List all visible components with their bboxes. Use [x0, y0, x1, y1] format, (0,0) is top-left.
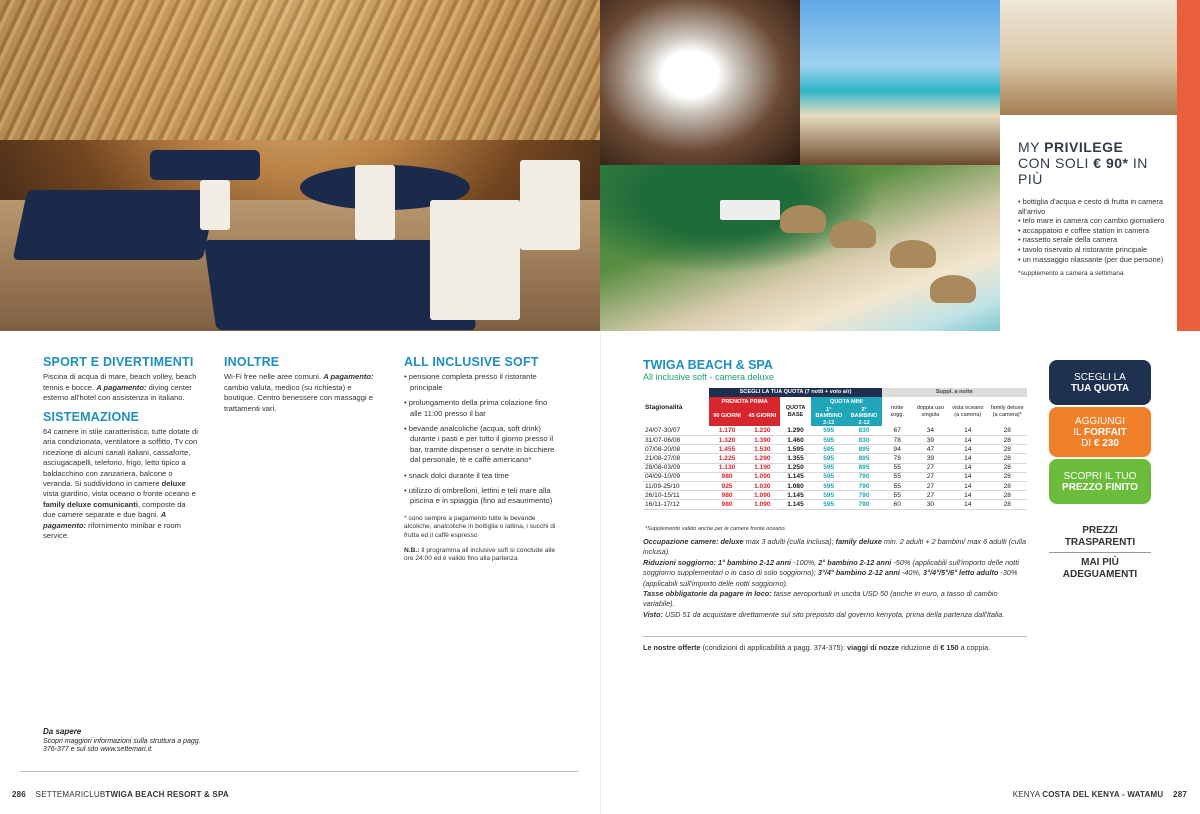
rate-row	[643, 472, 1027, 481]
rate-cell: 595	[811, 463, 846, 472]
rate-cell: 78	[882, 454, 913, 463]
rate-cell: 28	[988, 445, 1028, 454]
offerte-rule	[643, 636, 1027, 637]
rate-cell: 28	[988, 472, 1028, 481]
rate-cell: 14	[948, 426, 987, 435]
rate-cell: 1.145	[780, 500, 811, 509]
rate-cell: 925	[709, 482, 744, 491]
rate-cell: 1.170	[709, 426, 744, 435]
rate-cell: 595	[811, 436, 846, 445]
rate-cell: 1.145	[780, 472, 811, 481]
rate-cell: 790	[846, 500, 881, 509]
rate-cell: 1.460	[780, 436, 811, 445]
accent-strip	[1177, 0, 1200, 331]
rate-period: 04/09-10/09	[643, 472, 709, 481]
rate-cell: 28	[988, 463, 1028, 472]
restaurant-photo	[0, 0, 600, 331]
rate-cell: 55	[882, 463, 913, 472]
th-notte: notte sogg.	[890, 405, 905, 418]
rate-cell: 895	[846, 445, 881, 454]
rates-table	[643, 388, 1027, 510]
rate-cell: 14	[948, 482, 987, 491]
rate-cell: 790	[846, 472, 881, 481]
th-90: 90 GIORNI	[709, 406, 744, 426]
rate-cell: 1.190	[745, 463, 780, 472]
rate-period: 16/11-17/12	[643, 500, 709, 509]
privilege-item: • tavolo riservato al ristorante principale	[1018, 245, 1169, 255]
privilege-item: • un massaggio rilassante (per due persone)	[1018, 255, 1169, 265]
rate-cell: 1.230	[745, 426, 780, 435]
rate-cell: 1.390	[745, 436, 780, 445]
rate-cell: 980	[709, 491, 744, 500]
rate-row	[643, 500, 1027, 509]
rate-cell: 595	[811, 500, 846, 509]
rate-period: 28/08-03/09	[643, 463, 709, 472]
rate-cell: 1.320	[709, 436, 744, 445]
rate-cell: 1.225	[709, 454, 744, 463]
rate-row	[643, 426, 1027, 435]
rate-cell: 1.355	[780, 454, 811, 463]
column-sport-sistemazione	[43, 357, 198, 548]
da-sapere-box	[43, 728, 203, 755]
th-vista: vista oceano (a camera)	[952, 405, 984, 418]
rate-cell: 830	[846, 426, 881, 435]
rate-cell: 790	[846, 491, 881, 500]
rate-period: 24/07-30/07	[643, 426, 709, 435]
rate-cell: 39	[913, 436, 948, 445]
sistemazione-text: 64 camere in stile caratteristico, tutte dotate di aria condizionata, ventilatore a soffitto, Tv con ricezione di alcuni canali italiani, cassaforte, asciugacapelli, telefono, frigo, letto tipico a baldacchino con zanzariera, balcone o veranda. Si suddividono in camere deluxe vista giardino, vista oceano o fronte oceano e family deluxe comunicanti, composte da due camere separate e due bagni. A pagamento: rifornimento minibar e room service.	[43, 427, 198, 541]
rate-cell: 28	[988, 500, 1028, 509]
rate-cell: 30	[913, 500, 948, 509]
rate-cell: 78	[882, 436, 913, 445]
allinclusive-note: * sono sempre a pagamento tutte le bevande alcoliche, analcoliche in bottiglia o lattina, i succhi di frutta ed il caffè espresso	[404, 514, 556, 540]
rate-cell: 39	[913, 454, 948, 463]
beach-view-photo	[800, 0, 1000, 165]
rate-cell: 895	[846, 463, 881, 472]
rate-cell: 1.130	[709, 463, 744, 472]
twiga-title: TWIGA BEACH & SPA	[643, 358, 773, 372]
column-all-inclusive	[404, 357, 558, 570]
privilege-item: • telo mare in camera con cambio giornaliero	[1018, 216, 1169, 226]
scegli-quota-button[interactable]: SCEGLI LA TUA QUOTA	[1049, 360, 1151, 405]
rate-period: 31/07-06/08	[643, 436, 709, 445]
rate-cell: 595	[811, 482, 846, 491]
twiga-subtitle: All inclusive soft - camera deluxe	[643, 372, 775, 382]
rate-cell: 60	[882, 500, 913, 509]
rate-cell: 94	[882, 445, 913, 454]
rate-period: 26/10-15/11	[643, 491, 709, 500]
rate-cell: 1.530	[745, 445, 780, 454]
privilege-title: MY PRIVILEGE	[1018, 139, 1124, 155]
inoltre-text: Wi-Fi free nelle aree comuni. A pagamento: cambio valuta, medico (su richiesta) e boutique. Centro benessere con massaggi e trattamenti vari.	[224, 372, 374, 413]
twiga-conditions: Occupazione camere: deluxe max 3 adulti (culla inclusa); family deluxe min. 2 adulti + 2 bambini/ max 6 adulti (culla inclusa). Riduzioni soggiorno: 1° bambino 2-12 anni -100%, 2° bambino 2-12 anni -50% (applicabili sull'importo delle notti soggiorno supplementari o in caso di solo soggiorno); 3°/4° bambino 2-12 anni -40%, 3°/4°/5°/6° letto adulto -30% (applicabili sull'importo delle notti soggiorno). Tasse obbligatorie da pagare in loco: tasse aeroportuali in uscita USD 50 (anche in euro, a tasso di cambio variabile). Visto: USD 51 da acquistare direttamente sul sito preposto dal governo kenyota, prima della partenza dall'Italia.	[643, 537, 1027, 619]
da-sapere-text: Scopri maggiori informazioni sulla struttura a pagg. 376-377 e sul sito www.settemari.it.	[43, 737, 201, 754]
rate-period: 07/08-20/08	[643, 445, 709, 454]
rate-cell: 55	[882, 472, 913, 481]
allinclusive-item: • utilizzo di ombrelloni, lettini e teli mare alla piscina e in spiaggia (fino ad esaurimento)	[404, 486, 558, 507]
th-45: 45 GIORNI	[745, 406, 780, 426]
da-sapere-title: Da sapere	[43, 727, 82, 736]
allinclusive-list	[404, 372, 558, 506]
rate-cell: 55	[882, 491, 913, 500]
rate-cell: 980	[709, 472, 744, 481]
allinclusive-item: • snack dolci durante il tea time	[404, 471, 558, 481]
rate-cell: 14	[948, 491, 987, 500]
rate-cell: 14	[948, 454, 987, 463]
rate-row	[643, 445, 1027, 454]
footer-rule-left	[20, 771, 578, 772]
allinclusive-item: • bevande analcoliche (acqua, soft drink) durante i pasti e per tutto il giorno presso il bar, tramite dispenser o servite in bicchiere dal personale, tè e caffè americano*	[404, 424, 558, 466]
privilege-item: • accappatoio e coffee station in camera	[1018, 226, 1169, 236]
footer-right: KENYA COSTA DEL KENYA - WATAMU 287	[1012, 790, 1187, 799]
column-inoltre	[224, 357, 379, 420]
rate-cell: 895	[846, 454, 881, 463]
inoltre-heading: INOLTRE	[224, 355, 280, 369]
th-stagionalita: Stagionalità	[645, 403, 683, 411]
rate-row	[643, 454, 1027, 463]
rate-cell: 14	[948, 445, 987, 454]
rate-cell: 28	[988, 482, 1028, 491]
th-base: QUOTA BASE	[785, 405, 806, 418]
page-number-left: 286	[12, 790, 26, 799]
rate-cell: 1.290	[745, 454, 780, 463]
rate-cell: 1.090	[745, 491, 780, 500]
footer-left: 286 SETTEMARICLUBTWIGA BEACH RESORT & SPA	[12, 790, 229, 799]
aerial-resort-photo	[600, 165, 1000, 331]
privilege-list	[1018, 197, 1169, 264]
sistemazione-heading: SISTEMAZIONE	[43, 409, 140, 424]
sport-heading: SPORT E DIVERTIMENTI	[43, 355, 194, 369]
privilege-item: • bottiglia d'acqua e cesto di frutta in camera all'arrivo	[1018, 197, 1169, 216]
rate-cell: 595	[811, 454, 846, 463]
rate-cell: 595	[811, 445, 846, 454]
rate-cell: 1.455	[709, 445, 744, 454]
th-family: family deluxe (a camera)*	[990, 405, 1024, 418]
chef-photo	[600, 0, 800, 165]
forfait-button[interactable]: AGGIUNGI IL FORFAIT DI € 230	[1049, 407, 1151, 457]
privilege-note: *supplemento a camera a settimana	[1018, 270, 1124, 278]
rate-cell: 47	[913, 445, 948, 454]
rate-cell: 595	[811, 426, 846, 435]
rate-cell: 28	[988, 491, 1028, 500]
rate-cell: 27	[913, 491, 948, 500]
rate-cell: 830	[846, 436, 881, 445]
rate-cell: 595	[811, 472, 846, 481]
rate-cell: 28	[988, 436, 1028, 445]
rate-cell: 27	[913, 472, 948, 481]
rate-period: 11/09-25/10	[643, 482, 709, 491]
rate-cell: 14	[948, 472, 987, 481]
offerte-text: Le nostre offerte (condizioni di applicabilità a pagg. 374-375): viaggi di nozze riduzione di € 150 a coppia.	[643, 643, 991, 652]
allinclusive-nb: N.B.: Il programma all inclusive soft si conclude alle ore 24:00 ed è valido fino alla partenza	[404, 546, 555, 563]
rate-cell: 1.290	[780, 426, 811, 435]
prezzo-finito-button[interactable]: SCOPRI IL TUO PREZZO FINITO	[1049, 459, 1151, 504]
rate-cell: 34	[913, 426, 948, 435]
rate-cell: 595	[811, 491, 846, 500]
rate-cell: 1.090	[745, 472, 780, 481]
allinclusive-item: • pensione completa presso il ristorante principale	[404, 372, 558, 393]
rate-row	[643, 482, 1027, 491]
page-number-right: 287	[1173, 790, 1187, 799]
th-scegli: SCEGLI LA TUA QUOTA (7 notti + volo a/r)	[709, 388, 881, 397]
rate-cell: 1.145	[780, 491, 811, 500]
rate-cell: 28	[988, 454, 1028, 463]
th-b1: 1° BAMBINO 2-12	[811, 406, 846, 426]
rate-cell: 14	[948, 436, 987, 445]
rate-cell: 27	[913, 482, 948, 491]
rate-cell: 1.250	[780, 463, 811, 472]
rate-row	[643, 463, 1027, 472]
allinclusive-heading: ALL INCLUSIVE SOFT	[404, 355, 539, 369]
rate-cell: 28	[988, 426, 1028, 435]
th-quotamini: QUOTA MINI	[811, 397, 882, 406]
room-photo	[1000, 0, 1177, 115]
rate-cell: 27	[913, 463, 948, 472]
rate-cell: 1.090	[745, 500, 780, 509]
rate-cell: 980	[709, 500, 744, 509]
prezzi-trasparenti: PREZZI TRASPARENTI MAI PIÙ ADEGUAMENTI	[1049, 525, 1151, 580]
rate-cell: 55	[882, 482, 913, 491]
privilege-item: • riassetto serale della camera	[1018, 235, 1169, 245]
rate-period: 21/08-27/08	[643, 454, 709, 463]
th-suppl: Suppl. a notte	[882, 388, 1027, 397]
rate-cell: 14	[948, 463, 987, 472]
rate-cell: 1.080	[780, 482, 811, 491]
sport-text: Piscina di acqua di mare, beach volley, beach tennis e bocce. A pagamento: diving center esterno all'hotel con assistenza in italiano.	[43, 372, 197, 403]
privilege-price: CON SOLI € 90* IN PIÙ	[1018, 155, 1148, 187]
th-b2: 2° BAMBINO 2-12	[846, 406, 881, 426]
rates-note: *Supplemento valido anche per le camere fronte oceano.	[645, 526, 787, 532]
rate-row	[643, 491, 1027, 500]
rate-cell: 1.595	[780, 445, 811, 454]
rate-cell: 1.030	[745, 482, 780, 491]
th-prenota: PRENOTA PRIMA	[709, 397, 780, 406]
allinclusive-item: • prolungamento della prima colazione fino alle 11:00 presso il bar	[404, 398, 558, 419]
my-privilege-box	[1000, 115, 1177, 331]
page-gutter	[600, 331, 601, 814]
th-doppia: doppia uso singola	[916, 405, 945, 418]
rate-cell: 14	[948, 500, 987, 509]
rate-cell: 790	[846, 482, 881, 491]
rate-cell: 67	[882, 426, 913, 435]
rate-row	[643, 436, 1027, 445]
